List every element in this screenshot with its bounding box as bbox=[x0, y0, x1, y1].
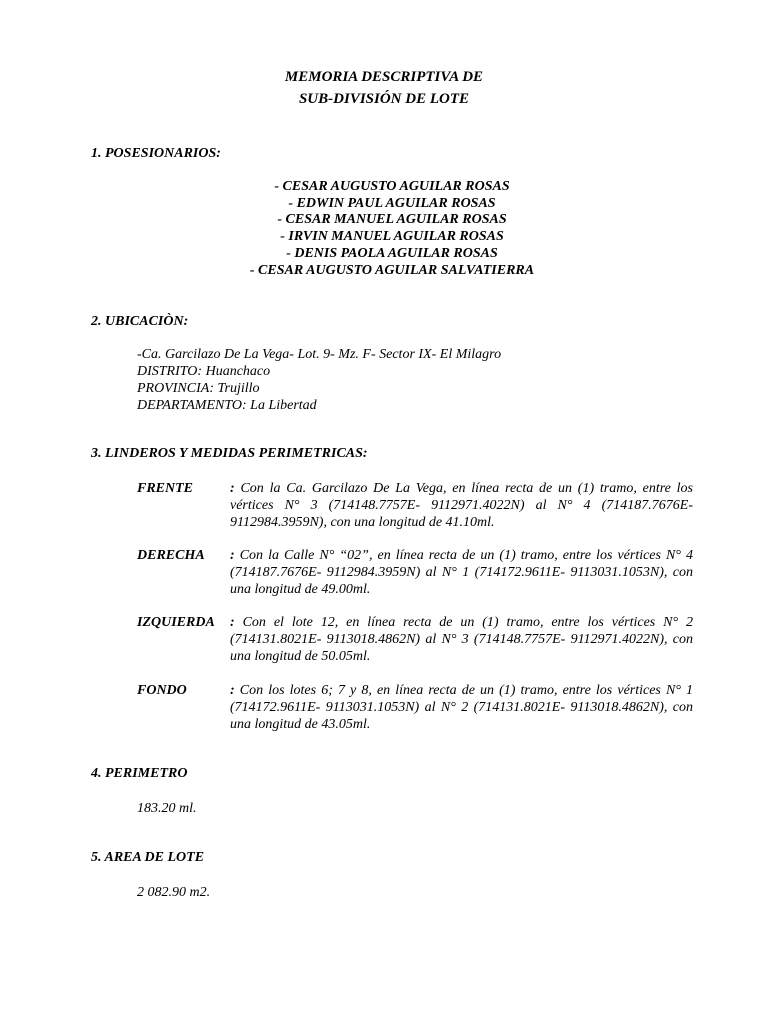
ubicacion-provincia: PROVINCIA: Trujillo bbox=[137, 381, 260, 396]
lindero-colon: : bbox=[230, 615, 235, 630]
perimetro-value: 183.20 ml. bbox=[137, 801, 197, 816]
section-ubicacion-heading: 2. UBICACIÒN: bbox=[91, 314, 189, 329]
lindero-izquierda-label: IZQUIERDA bbox=[137, 615, 215, 630]
document-title-line-2: SUB-DIVISIÓN DE LOTE bbox=[298, 91, 470, 107]
lindero-colon: : bbox=[230, 683, 235, 698]
ubicacion-address: -Ca. Garcilazo De La Vega- Lot. 9- Mz. F- Sector IX- El Milagro bbox=[137, 347, 502, 362]
lindero-colon: : bbox=[230, 481, 235, 496]
lindero-izquierda-text bbox=[230, 614, 693, 665]
section-perimetro-heading: 4. PERIMETRO bbox=[91, 766, 188, 781]
lindero-derecha-text bbox=[230, 547, 693, 598]
lindero-frente-text bbox=[230, 480, 693, 531]
lindero-description: Con el lote 12, en línea recta de un (1) tramo, entre los vértices N° 2 (714131.8021E- 9113018.4862N) al N° 3 (714148.7757E- 9112971.4022N), con una longitud de 50.05ml. bbox=[230, 615, 693, 664]
posesionario-name: - CESAR AUGUSTO AGUILAR SALVATIERRA bbox=[249, 263, 535, 278]
ubicacion-distrito: DISTRITO: Huanchaco bbox=[137, 364, 271, 379]
lindero-fondo-text bbox=[230, 682, 693, 733]
posesionario-name: - EDWIN PAUL AGUILAR ROSAS bbox=[288, 196, 496, 211]
posesionario-name: - CESAR MANUEL AGUILAR ROSAS bbox=[277, 212, 507, 227]
posesionario-name: - IRVIN MANUEL AGUILAR ROSAS bbox=[280, 229, 504, 244]
lindero-description: Con los lotes 6; 7 y 8, en línea recta de un (1) tramo, entre los vértices N° 1 (714172.9611E- 9113031.1053N) al N° 2 (714131.8021E- 9113018.4862N), con una longitud de 43.05ml. bbox=[230, 683, 694, 732]
document-title-line-1: MEMORIA DESCRIPTIVA DE bbox=[284, 69, 484, 85]
posesionario-name: - DENIS PAOLA AGUILAR ROSAS bbox=[286, 246, 498, 261]
lindero-derecha-label: DERECHA bbox=[137, 548, 205, 563]
lindero-description: Con la Calle N° “02”, en línea recta de un (1) tramo, entre los vértices N° 4 (714187.7676E- 9112984.3959N) al N° 1 (714172.9611E- 9113031.1053N), con una longitud de 49.00ml. bbox=[230, 548, 693, 597]
posesionario-name: - CESAR AUGUSTO AGUILAR ROSAS bbox=[274, 179, 510, 194]
section-posesionarios-heading: 1. POSESIONARIOS: bbox=[91, 146, 221, 161]
ubicacion-departamento: DEPARTAMENTO: La Libertad bbox=[137, 398, 317, 413]
section-area-heading: 5. AREA DE LOTE bbox=[91, 850, 205, 865]
lindero-colon: : bbox=[230, 548, 235, 563]
lindero-description: Con la Ca. Garcilazo De La Vega, en línea recta de un (1) tramo, entre los vértices N° 3 (714148.7757E- 9112971.4022N) al N° 4 (714187.7676E- 9112984.3959N), con una longitud de 41.10ml. bbox=[230, 481, 693, 530]
lindero-frente-label: FRENTE bbox=[137, 481, 194, 496]
area-value: 2 082.90 m2. bbox=[137, 885, 211, 900]
lindero-fondo-label: FONDO bbox=[137, 683, 187, 698]
section-linderos-heading: 3. LINDEROS Y MEDIDAS PERIMETRICAS: bbox=[91, 446, 368, 461]
